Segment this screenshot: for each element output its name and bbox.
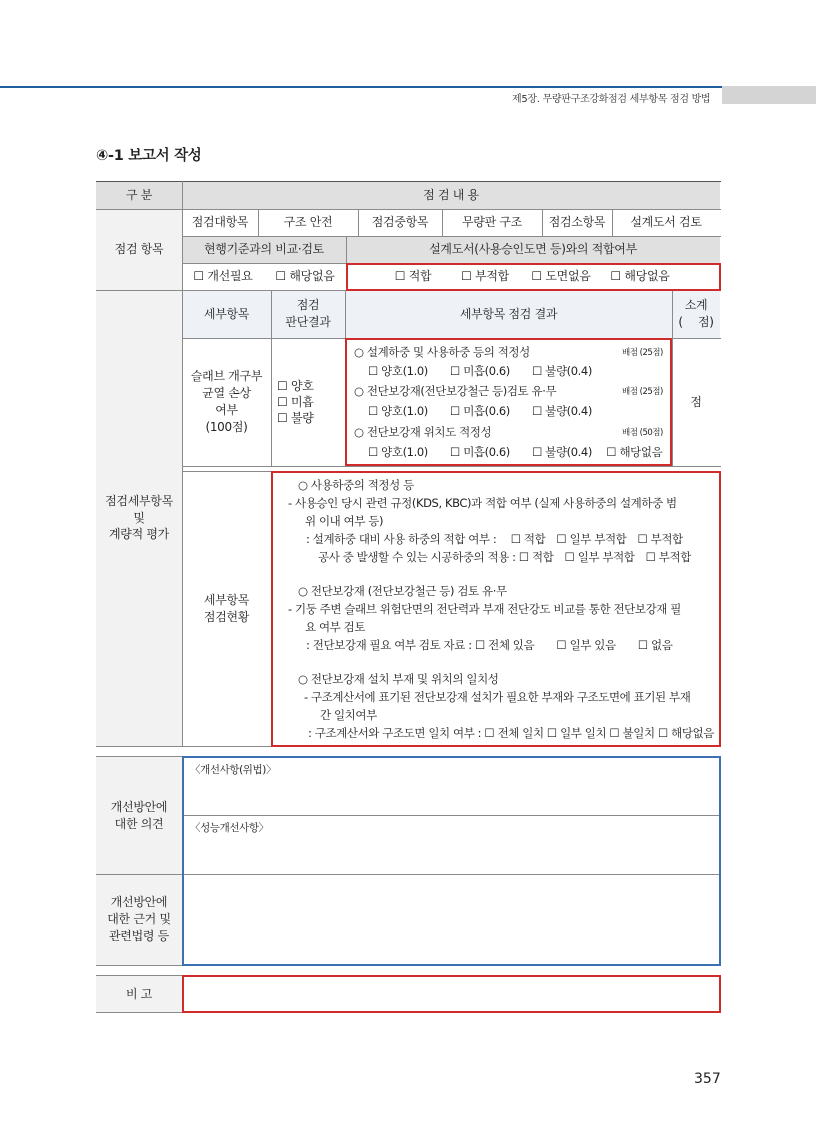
head-judge-line1: 점검 xyxy=(296,298,320,313)
judge-poor[interactable]: ☐ 불량 xyxy=(277,411,314,425)
status-label xyxy=(182,472,271,746)
rule xyxy=(96,181,721,182)
judge-fair[interactable]: ☐ 미흡 xyxy=(277,395,314,409)
highlight-fit-options xyxy=(346,263,721,291)
status-1-line2: 위 이내 여부 등) xyxy=(305,514,384,528)
status-3-line3[interactable]: : 구조계산서와 구조도면 일치 여부 : ☐ 전체 일치 ☐ 일부 일치 ☐ 불일치 ☐ 해당없음 xyxy=(308,726,714,740)
subtotal-value: 점 xyxy=(690,394,702,409)
rule xyxy=(542,209,543,236)
result-3-score: 배점 (50점) xyxy=(622,428,663,438)
opinion-input-area[interactable] xyxy=(182,756,721,966)
result-2-score: 배점 (25점) xyxy=(622,387,663,397)
head-detail: 세부항목 xyxy=(182,290,271,338)
opinion-line1: 개선방안에 xyxy=(110,799,168,814)
head-judge xyxy=(271,290,345,338)
rule xyxy=(182,236,721,237)
fit-label: 설계도서(사용승인도면 등)와의 적합여부 xyxy=(346,236,720,263)
head-result: 세부항목 점검 결과 xyxy=(345,290,672,338)
remarks-input[interactable] xyxy=(182,975,721,1013)
result-2-options[interactable]: ☐ 양호(1.0) ☐ 미흡(0.6) ☐ 불량(0.4) xyxy=(368,404,592,418)
rule xyxy=(258,209,259,236)
row-label-remarks: 비 고 xyxy=(96,976,182,1012)
minor-label: 점검소항목 xyxy=(548,215,606,230)
head-subtotal-line2: ( 점) xyxy=(678,315,714,329)
rule xyxy=(612,209,613,236)
result-2: ○ 전단보강재(전단보강철근 등)검토 유·무 xyxy=(354,384,557,398)
option-fit[interactable]: ☐ 적합 xyxy=(394,269,432,284)
opinion-line2: 대한 의견 xyxy=(114,816,164,831)
basis-line1: 개선방안에 xyxy=(110,895,168,910)
row-label-check-items: 점검 항목 xyxy=(96,209,182,290)
result-1: ○ 설계하중 및 사용하중 등의 적정성 xyxy=(354,345,530,359)
opinion-sub-performance: 〈성능개선사항〉 xyxy=(190,822,269,834)
highlight-status-area xyxy=(271,471,721,747)
content-head: 점 검 내 용 xyxy=(182,182,720,209)
item-line3: 여부 xyxy=(215,403,238,417)
status-3-title: ○ 전단보강재 설치 부재 및 위치의 일치성 xyxy=(298,672,499,686)
header-rule xyxy=(0,86,816,88)
option-improve[interactable]: ☐ 개선필요 xyxy=(193,269,253,284)
head-judge-line2: 판단결과 xyxy=(285,315,331,329)
mid-value: 무량판 구조 xyxy=(462,215,522,230)
status-line2: 점검현황 xyxy=(203,610,250,624)
rule xyxy=(96,209,721,210)
result-3: ○ 전단보강재 위치도 적정성 xyxy=(354,425,492,439)
rule xyxy=(182,181,183,747)
status-2-line1: - 기둥 주변 슬래브 위험단면의 전단력과 부재 전단강도 비교를 통한 전단보강재 필 xyxy=(288,602,681,616)
option-unfit[interactable]: ☐ 부적합 xyxy=(461,269,509,284)
section-title: ④-1 보고서 작성 xyxy=(96,148,202,164)
basis-line3: 관련법령 등 xyxy=(109,928,169,943)
row-label-detail-eval xyxy=(96,290,182,746)
detail-label-line1: 점검세부항목 xyxy=(105,493,173,508)
detail-label-line3: 계량적 평가 xyxy=(109,527,169,542)
option-no-drawing[interactable]: ☐ 도면없음 xyxy=(531,269,591,284)
item-line4: (100점) xyxy=(205,419,248,434)
rule xyxy=(442,209,443,236)
status-2-title: ○ 전단보강재 (전단보강철근 등) 검토 유·무 xyxy=(298,584,507,598)
rule xyxy=(672,290,673,466)
page-number: 357 xyxy=(694,1071,721,1087)
option-na-2[interactable]: ☐ 해당없음 xyxy=(610,269,670,284)
result-1-score: 배점 (25점) xyxy=(622,348,663,358)
head-subtotal-line1: 소계 xyxy=(684,298,708,313)
row-label-opinion xyxy=(96,757,182,874)
status-3-line1: - 구조계산서에 표기된 전단보강재 설치가 필요한 부재와 구조도면에 표기된 부재 xyxy=(304,690,691,704)
status-1-title: ○ 사용하중의 적정성 등 xyxy=(298,478,414,492)
result-1-options[interactable]: ☐ 양호(1.0) ☐ 미흡(0.6) ☐ 불량(0.4) xyxy=(368,364,592,378)
status-2-line3[interactable]: : 전단보강재 필요 여부 검토 자료 : ☐ 전체 있음 ☐ 일부 있음 ☐ 없음 xyxy=(306,638,673,652)
item-line1: 슬래브 개구부 xyxy=(190,369,263,384)
status-3-line2: 간 일치여부 xyxy=(320,708,377,722)
compare-label: 현행기준과의 비교·검토 xyxy=(182,236,346,263)
major-label: 점검대항목 xyxy=(191,215,249,230)
result-3-options[interactable]: ☐ 양호(1.0) ☐ 미흡(0.6) ☐ 불량(0.4) ☐ 해당없음 xyxy=(368,445,663,459)
row-label-basis xyxy=(96,874,182,965)
head-subtotal xyxy=(672,290,720,338)
basis-line2: 대한 근거 및 xyxy=(107,912,171,927)
header-tab xyxy=(722,86,816,104)
rule xyxy=(271,290,272,466)
major-value: 구조 안전 xyxy=(283,215,333,230)
status-2-line2: 요 여부 검토 xyxy=(305,620,366,634)
option-na[interactable]: ☐ 해당없음 xyxy=(275,269,335,284)
detail-label-line2: 및 xyxy=(133,510,145,525)
mid-label: 점검중항목 xyxy=(371,215,429,230)
rule xyxy=(358,209,359,236)
opinion-sub-violation: 〈개선사항(위법)〉 xyxy=(190,764,277,776)
rule xyxy=(182,466,721,467)
highlight-result-area xyxy=(345,338,672,466)
judge-good[interactable]: ☐ 양호 xyxy=(277,379,314,393)
status-1-line1: - 사용승인 당시 관련 규정(KDS, KBC)과 적합 여부 (실제 사용하중의 설계하중 범 xyxy=(288,496,677,510)
col-head: 구 분 xyxy=(96,182,182,209)
status-1-line4[interactable]: 공사 중 발생할 수 있는 시공하중의 적용 : ☐ 적합 ☐ 일부 부적합 ☐ 부적합 xyxy=(318,550,691,564)
minor-value: 설계도서 검토 xyxy=(630,215,702,230)
status-1-line3[interactable]: : 설계하중 대비 사용 하중의 적합 여부 : ☐ 적합 ☐ 일부 부적합 ☐ 부적합 xyxy=(306,532,683,546)
chapter-title: 제5장. 무량판구조강화점검 세부항목 점검 방법 xyxy=(512,94,711,105)
item-line2: 균열 손상 xyxy=(202,386,251,401)
judge-options xyxy=(277,378,314,426)
status-line1: 세부항목 xyxy=(203,593,250,608)
item-cell xyxy=(182,338,271,466)
